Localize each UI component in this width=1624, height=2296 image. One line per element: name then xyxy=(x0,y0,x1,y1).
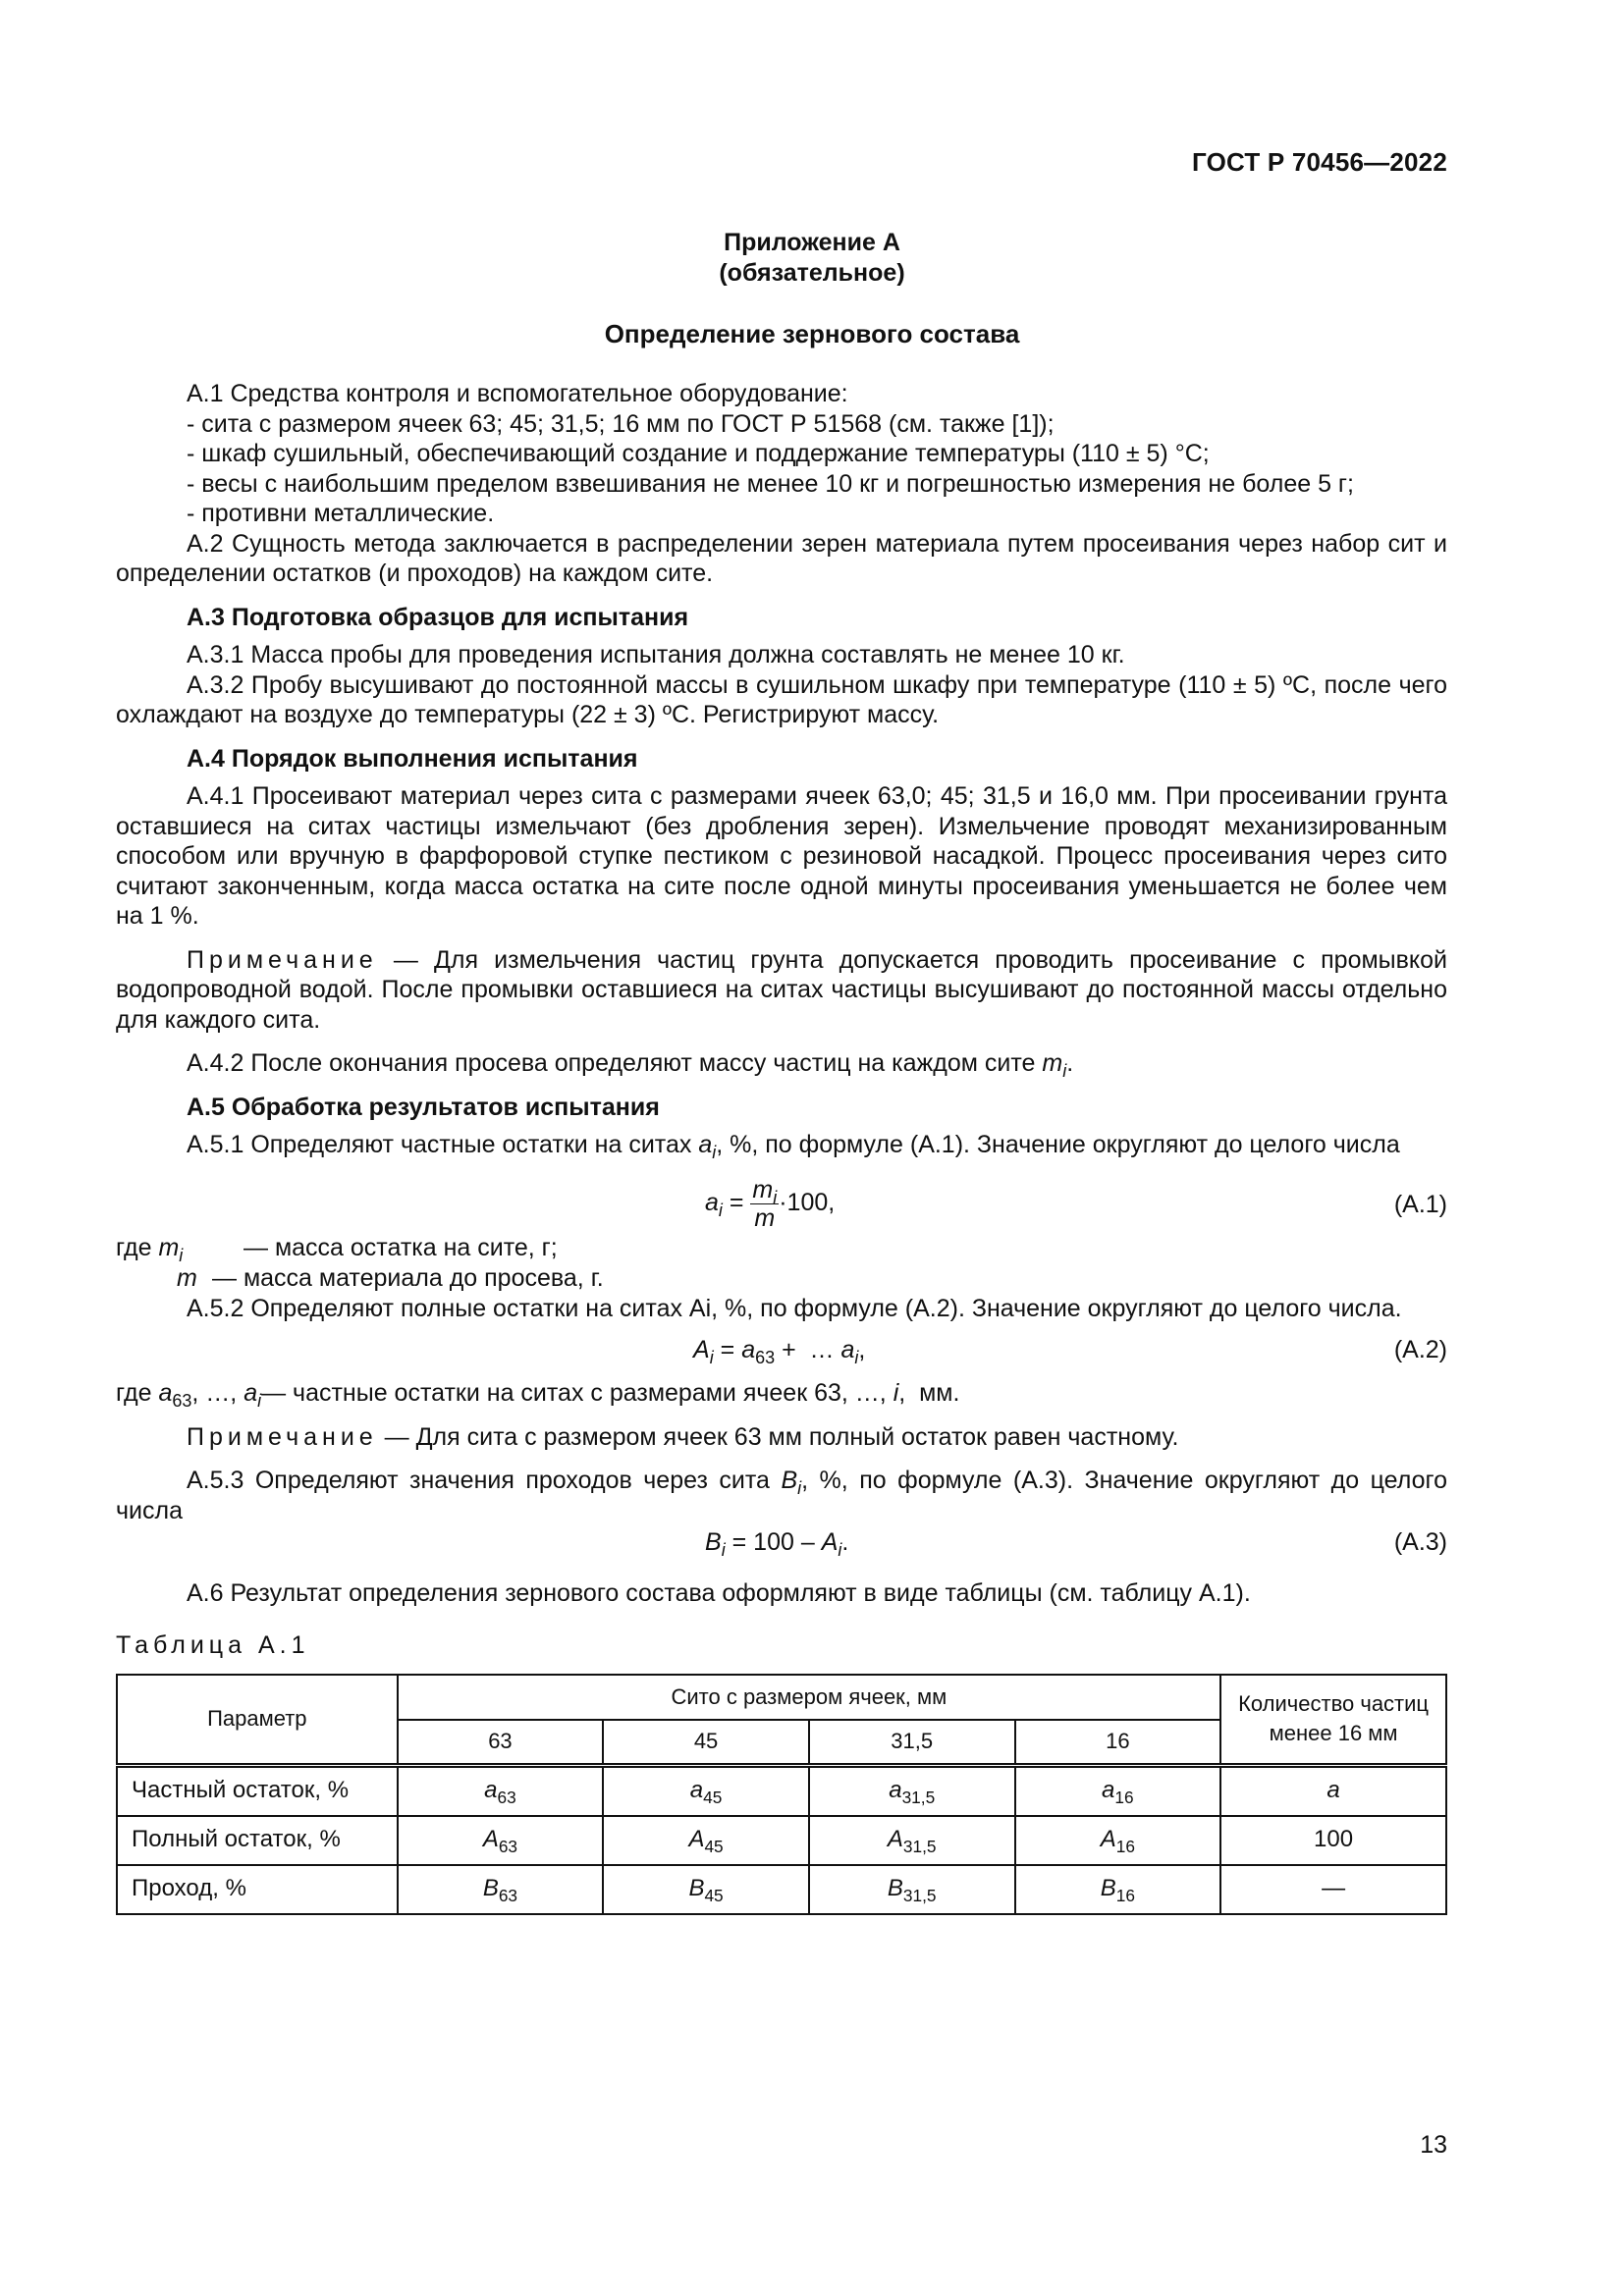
a4-2-paragraph: А.4.2 После окончания просева определяют массу частиц на каждом сите $m_i$. xyxy=(187,1049,1074,1081)
annex-title: Приложение А xyxy=(724,229,900,256)
a3-2-paragraph: А.3.2 Пробу высушивают до постоянной массы в сушильном шкафу при температуре (110 ± 5) ºС, после чего охлаждают на воздухе до температуры (22 ± 3) ºС. Регистрируют массу. xyxy=(116,670,1447,728)
table-row xyxy=(117,1765,1446,1816)
a1-item: - шкаф сушильный, обеспечивающий создание и поддержание температуры (110 ± 5) °С; xyxy=(187,440,1210,467)
table-cell: $A_{16}$ xyxy=(1015,1816,1221,1865)
table-cell: $A_{45}$ xyxy=(603,1816,809,1865)
document-body xyxy=(116,379,1447,1915)
table-cell: a xyxy=(1220,1765,1446,1816)
where-a2: где $a_{63}$, …, $a_i—$ частные остатки на ситах с размерами ячеек 63, …, i, мм. xyxy=(116,1379,960,1411)
header-size: 16 xyxy=(1015,1720,1221,1765)
table-cell: $A_{63}$ xyxy=(398,1816,604,1865)
note-1-text: — Для измельчения частиц грунта допускается проводить просеивание с промывкой водопроводной водой. После промывки оставшиеся на ситах частицы высушивают до постоянной массы отдельно для каждого сита. xyxy=(116,945,1448,1034)
row-label: Полный остаток, % xyxy=(117,1816,398,1865)
a6-paragraph: А.6 Результат определения зернового состава оформляют в виде таблицы (см. таблицу А.1). xyxy=(187,1579,1251,1607)
note-label: Примечание xyxy=(187,945,378,974)
table-cell: $B_{31,5}$ xyxy=(809,1865,1015,1914)
results-table xyxy=(116,1674,1447,1915)
note-2-text: — Для сита с размером ячеек 63 мм полный остаток равен частному. xyxy=(384,1422,1179,1451)
equation-number: (А.2) xyxy=(1393,1336,1447,1363)
a2-paragraph: А.2 Сущность метода заключается в распределении зерен материала путем просеивания через набор сит и определении остатков (и проходов) на каждом сите. xyxy=(116,529,1447,587)
fraction: $\frac{m_i}{m}$ xyxy=(752,1175,778,1232)
a5-1-paragraph: А.5.1 Определяют частные остатки на ситах $a_i$, %, по формуле (А.1). Значение округляют до целого числа xyxy=(187,1131,1400,1162)
table-row xyxy=(117,1816,1446,1865)
header-size: 63 xyxy=(398,1720,604,1765)
a4-1-paragraph: А.4.1 Просеивают материал через сита с размерами ячеек 63,0; 45; 31,5 и 16,0 мм. При просеивании грунта оставшиеся на ситах частицы измельчают (без дробления зерен). Измельчение проводят механизированным способом или вручную в фарфоровой ступке пестиком с резиновой насадкой. Процесс просеивания через сито считают законченным, когда масса остатка на сите после одной минуты просеивания уменьшается не более чем на 1 %. xyxy=(116,782,1447,930)
table-row xyxy=(117,1865,1446,1914)
a5-heading: А.5 Обработка результатов испытания xyxy=(187,1093,660,1121)
formula-a3: $B_i = 100 - A_i$. (А.3) xyxy=(705,1528,1447,1560)
table-cell: $A_{31,5}$ xyxy=(809,1816,1015,1865)
page-number: 13 xyxy=(1420,2131,1447,2159)
a5-3-paragraph: А.5.3 Определяют значения проходов через сита $B_i$, %, по формуле (А.3). Значение округляют до целого числа xyxy=(116,1467,1447,1524)
table-cell: $a_{31,5}$ xyxy=(809,1765,1015,1816)
table-cell: $B_{16}$ xyxy=(1015,1865,1221,1914)
where-line: m — масса материала до просева, г. xyxy=(177,1263,604,1292)
note-2 xyxy=(116,1422,1447,1453)
table-cell: $B_{63}$ xyxy=(398,1865,604,1914)
header-parameter: Параметр xyxy=(117,1675,398,1765)
formula-a1: $a_i$ = $\frac{m_i}{m}$ ·100, (А.1) xyxy=(705,1175,1447,1232)
row-label: Частный остаток, % xyxy=(117,1765,398,1816)
a1-item: - противни металлические. xyxy=(187,500,495,527)
equation-number: (А.1) xyxy=(1393,1190,1447,1218)
formula-a2: $A_i = a_{63}$ + … $a_i$, (А.2) xyxy=(693,1336,1447,1367)
annex-status: (обязательное) xyxy=(719,259,905,287)
section-title: Определение зернового состава xyxy=(604,319,1020,348)
row-label: Проход, % xyxy=(117,1865,398,1914)
header-size: 31,5 xyxy=(809,1720,1015,1765)
a3-heading: А.3 Подготовка образцов для испытания xyxy=(187,603,689,631)
table-cell: — xyxy=(1220,1865,1446,1914)
where-line: где $m_i$ — масса остатка на сите, г; xyxy=(116,1233,558,1265)
a3-1-paragraph: А.3.1 Масса пробы для проведения испытания должна составлять не менее 10 кг. xyxy=(187,641,1125,668)
table-cell: 100 xyxy=(1220,1816,1446,1865)
table-cell: $a_{45}$ xyxy=(603,1765,809,1816)
a1-item: - сита с размером ячеек 63; 45; 31,5; 16 мм по ГОСТ Р 51568 (см. также [1]); xyxy=(187,409,1055,438)
equation-number: (А.3) xyxy=(1393,1528,1447,1556)
table-cell: $a_{63}$ xyxy=(398,1765,604,1816)
a1-item: - весы с наибольшим пределом взвешивания не менее 10 кг и погрешностью измерения не более 5 г; xyxy=(187,469,1355,498)
note-label: Примечание xyxy=(187,1422,378,1451)
header-size: 45 xyxy=(603,1720,809,1765)
document-code: ГОСТ Р 70456—2022 xyxy=(1192,147,1447,177)
note-1 xyxy=(116,945,1447,1036)
table-cell: $a_{16}$ xyxy=(1015,1765,1221,1816)
table-caption: Таблица А.1 xyxy=(116,1630,310,1659)
a4-heading: А.4 Порядок выполнения испытания xyxy=(187,744,638,773)
table-cell: $B_{45}$ xyxy=(603,1865,809,1914)
a5-2-paragraph: А.5.2 Определяют полные остатки на ситах Ai, %, по формуле (А.2). Значение округляют до целого числа. xyxy=(187,1294,1402,1322)
a1-intro: А.1 Средства контроля и вспомогательное оборудование: xyxy=(187,380,848,407)
header-count: Количество частиц менее 16 мм xyxy=(1220,1675,1446,1765)
header-sieve-group: Сито с размером ячеек, мм xyxy=(398,1675,1221,1720)
